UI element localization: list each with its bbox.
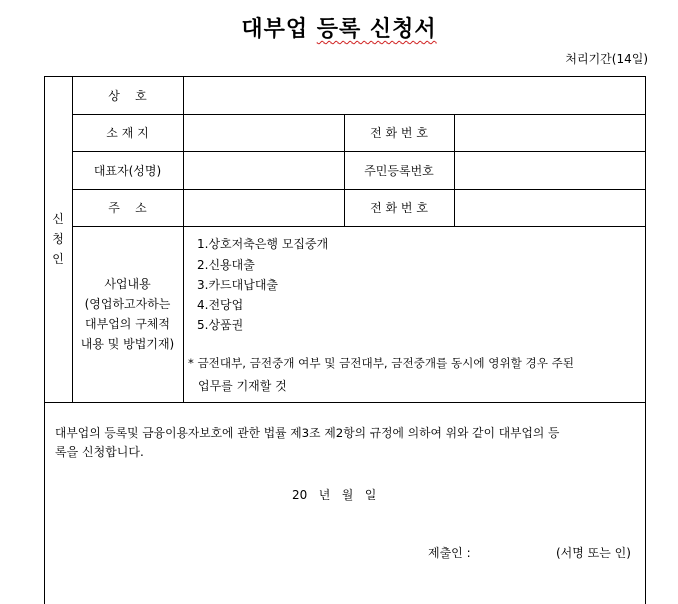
business-item: 4.전당업 — [197, 298, 244, 312]
form-title — [0, 12, 678, 43]
application-date: 20 년 월 일 — [292, 488, 377, 502]
applicant-label-char: 인 — [52, 252, 64, 266]
representative-label: 대표자(성명) — [93, 163, 162, 178]
applicant-section-label — [44, 76, 72, 402]
business-item: 3.카드대납대출 — [197, 278, 279, 292]
home-address-field[interactable] — [184, 190, 344, 226]
representative-field[interactable] — [184, 152, 344, 189]
business-item: 2.신용대출 — [197, 258, 255, 272]
trade-name-field[interactable] — [184, 77, 645, 114]
phone-label: 전 화 번 호 — [370, 126, 428, 140]
applicant-label: 제출인 : — [428, 546, 471, 560]
trade-name-label: 상 호 — [108, 88, 147, 103]
business-item: 5.상품권 — [197, 318, 244, 332]
business-note-continued: 업무를 기재할 것 — [198, 379, 287, 393]
phone-label: 전 화 번 호 — [370, 201, 428, 215]
address-label: 소 재 지 — [106, 126, 149, 140]
signature-label: (서명 또는 인) — [556, 546, 631, 560]
statement-text: 대부업의 등록및 금융이용자보호에 관한 법률 제3조 제2항의 규정에 의하여 위와 같이 대부업의 등 — [55, 426, 560, 440]
applicant-label-char: 신 — [52, 212, 64, 226]
business-label-line: (영업하고자하는 — [84, 297, 171, 311]
applicant-label-char: 청 — [52, 232, 64, 246]
business-label-line: 대부업의 구체적 — [85, 317, 170, 331]
phone-field[interactable] — [455, 115, 645, 151]
business-content-label — [72, 226, 183, 402]
resident-number-field[interactable] — [455, 152, 645, 189]
address-field[interactable] — [184, 115, 344, 151]
home-phone-field[interactable] — [455, 190, 645, 226]
business-label-line: 내용 및 방법기재) — [80, 337, 175, 351]
business-label-line: 사업내용 — [104, 277, 151, 291]
form-title-prefix: 대부업 — [241, 17, 317, 42]
statement-text-continued: 록을 신청합니다. — [55, 445, 144, 459]
business-item: 1.상호저축은행 모집중개 — [197, 237, 329, 251]
business-note: * 금전대부, 금전중개 여부 및 금전대부, 금전중개를 동시에 영위할 경우 주된 — [188, 356, 575, 370]
section-divider — [44, 402, 646, 403]
processing-period: 처리기간(14일) — [565, 52, 648, 66]
home-address-label: 주 소 — [108, 201, 147, 215]
table-border-right — [645, 76, 646, 604]
resident-number-label: 주민등록번호 — [364, 163, 434, 178]
form-title-main: 등록 신청서 — [316, 17, 437, 42]
